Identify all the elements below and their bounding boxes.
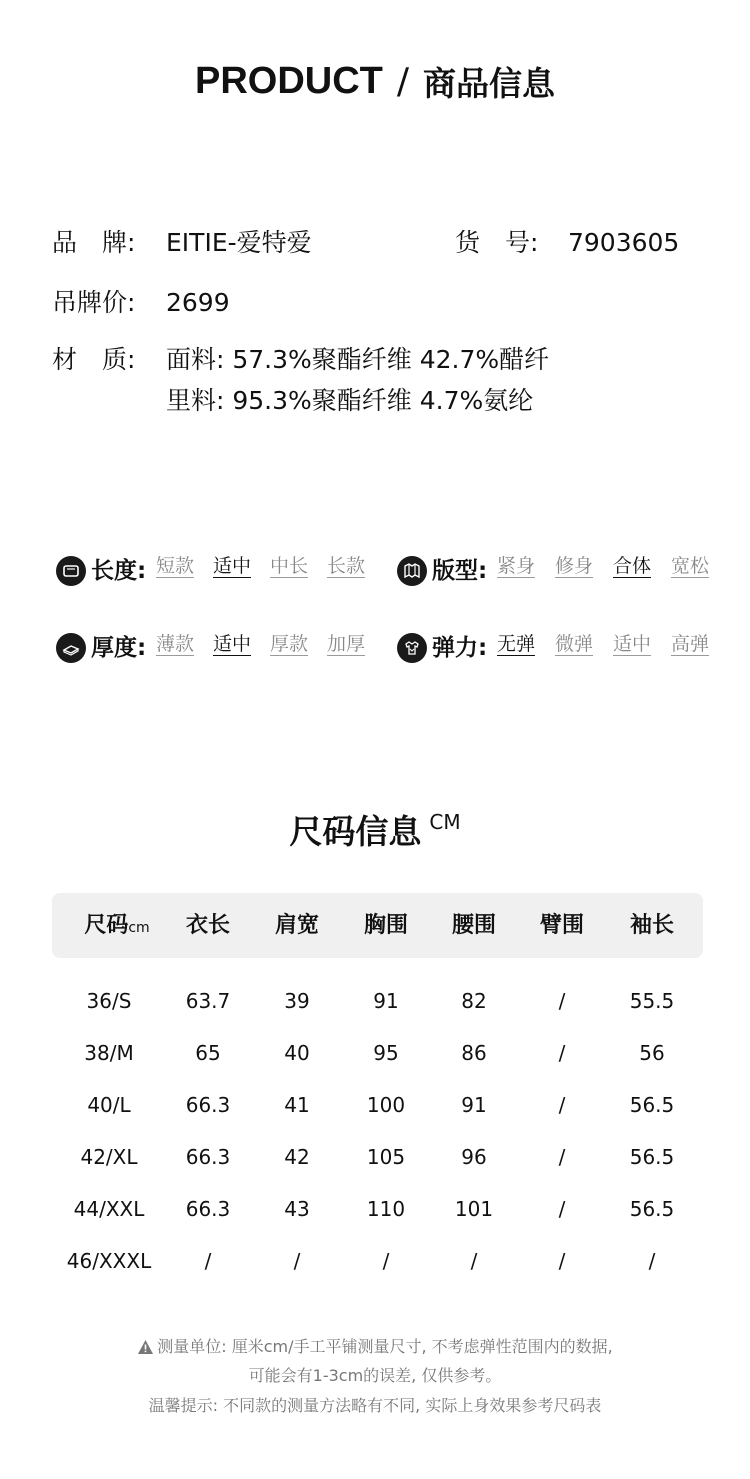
table-cell: 86 <box>461 1041 487 1065</box>
length-option-short: 短款 <box>156 555 195 577</box>
table-cell: 91 <box>461 1093 487 1117</box>
table-cell: 55.5 <box>629 989 675 1013</box>
size-header-unit: cm <box>128 920 150 936</box>
length-options <box>156 555 365 578</box>
elasticity-icon <box>397 633 427 663</box>
table-cell: 110 <box>366 1197 406 1221</box>
fit-option-regular: 合体 <box>613 555 652 577</box>
size-table-header-waist: 腰围 <box>451 913 496 938</box>
warning-icon <box>137 1338 154 1362</box>
table-cell: 41 <box>284 1093 310 1117</box>
table-cell: / <box>293 1249 301 1273</box>
table-cell: 56.5 <box>629 1093 675 1117</box>
brand-label: 品 牌: <box>52 228 136 257</box>
thickness-label: 厚度: <box>91 635 147 661</box>
fit-options <box>497 555 709 578</box>
table-cell: 56 <box>639 1041 665 1065</box>
table-cell: 66.3 <box>185 1197 231 1221</box>
note-line-2: 可能会有1-3cm的误差, 仅供参考。 <box>248 1366 502 1385</box>
table-cell: 66.3 <box>185 1145 231 1169</box>
size-section-title <box>0 806 750 853</box>
table-cell: 36/S <box>86 989 132 1013</box>
length-option-medium: 适中 <box>213 555 252 577</box>
sku-value: 7903605 <box>568 228 680 257</box>
price-value: 2699 <box>166 288 230 317</box>
table-cell: 95 <box>373 1041 399 1065</box>
page-title <box>0 58 750 105</box>
size-table-header-arm: 臂围 <box>539 913 584 938</box>
elasticity-option-high: 高弹 <box>671 633 710 655</box>
elasticity-label: 弹力: <box>432 635 488 661</box>
fit-label: 版型: <box>432 558 488 584</box>
thickness-option-thin: 薄款 <box>156 633 195 655</box>
table-cell: 44/XXL <box>73 1197 145 1221</box>
table-cell: 46/XXXL <box>66 1249 152 1273</box>
table-cell: 38/M <box>84 1041 134 1065</box>
size-table-header-chest: 胸围 <box>363 913 408 938</box>
table-cell: / <box>558 1093 566 1117</box>
table-cell: 101 <box>454 1197 494 1221</box>
table-cell: 100 <box>366 1093 406 1117</box>
table-cell: / <box>470 1249 478 1273</box>
fit-option-tight: 紧身 <box>497 555 536 577</box>
elasticity-option-none: 无弹 <box>497 633 536 655</box>
table-cell: / <box>382 1249 390 1273</box>
material-label: 材 质: <box>52 345 136 374</box>
thickness-option-extra-thick: 加厚 <box>327 633 366 655</box>
elasticity-option-medium: 适中 <box>613 633 652 655</box>
fit-option-slim: 修身 <box>555 555 594 577</box>
size-table-header-sleeve: 袖长 <box>629 913 674 938</box>
table-cell: / <box>558 1197 566 1221</box>
length-option-long: 长款 <box>327 555 366 577</box>
thickness-options <box>156 633 365 656</box>
size-table-header-length: 衣长 <box>185 913 230 938</box>
table-cell: 105 <box>366 1145 406 1169</box>
size-table-header-size <box>72 893 162 958</box>
table-cell: / <box>558 1041 566 1065</box>
thickness-option-thick: 厚款 <box>270 633 309 655</box>
table-cell: 42/XL <box>80 1145 138 1169</box>
table-cell: 66.3 <box>185 1093 231 1117</box>
table-cell: 39 <box>284 989 310 1013</box>
table-cell: 42 <box>284 1145 310 1169</box>
brand-value: EITIE-爱特爱 <box>166 228 312 257</box>
table-cell: / <box>558 1249 566 1273</box>
length-option-midlong: 中长 <box>270 555 309 577</box>
elasticity-options <box>497 633 709 656</box>
table-cell: 40 <box>284 1041 310 1065</box>
note-line-1: 测量单位: 厘米cm/手工平铺测量尺寸, 不考虑弹性范围内的数据, <box>157 1337 613 1356</box>
thickness-option-medium: 适中 <box>213 633 252 655</box>
note-line-3: 温馨提示: 不同款的测量方法略有不同, 实际上身效果参考尺码表 <box>148 1396 602 1415</box>
table-cell: 40/L <box>87 1093 131 1117</box>
thickness-icon <box>56 633 86 663</box>
title-separator: / <box>396 61 410 102</box>
price-label: 吊牌价: <box>52 288 136 317</box>
size-table-header-shoulder: 肩宽 <box>274 913 319 938</box>
table-cell: 96 <box>461 1145 487 1169</box>
size-title-unit: CM <box>429 810 461 834</box>
table-cell: 56.5 <box>629 1197 675 1221</box>
table-cell: / <box>558 1145 566 1169</box>
material-line-outer: 面料: 57.3%聚酯纤维 42.7%醋纤 <box>166 345 550 374</box>
length-label: 长度: <box>91 558 147 584</box>
size-header-label: 尺码 <box>84 913 129 938</box>
elasticity-option-slight: 微弹 <box>555 633 594 655</box>
table-cell: / <box>204 1249 212 1273</box>
title-cn: 商品信息 <box>423 64 556 103</box>
length-icon <box>56 556 86 586</box>
table-cell: / <box>558 989 566 1013</box>
fit-option-loose: 宽松 <box>671 555 710 577</box>
table-cell: 91 <box>373 989 399 1013</box>
title-en: PRODUCT <box>194 60 383 102</box>
fit-icon <box>397 556 427 586</box>
measurement-note <box>0 1335 750 1362</box>
table-cell: 82 <box>461 989 487 1013</box>
table-cell: 63.7 <box>185 989 231 1013</box>
size-title-text: 尺码信息 <box>289 812 422 851</box>
material-line-lining: 里料: 95.3%聚酯纤维 4.7%氨纶 <box>166 386 534 415</box>
table-cell: 56.5 <box>629 1145 675 1169</box>
sku-label: 货 号: <box>455 228 539 257</box>
table-cell: 43 <box>284 1197 310 1221</box>
table-cell: / <box>648 1249 656 1273</box>
table-cell: 65 <box>195 1041 221 1065</box>
